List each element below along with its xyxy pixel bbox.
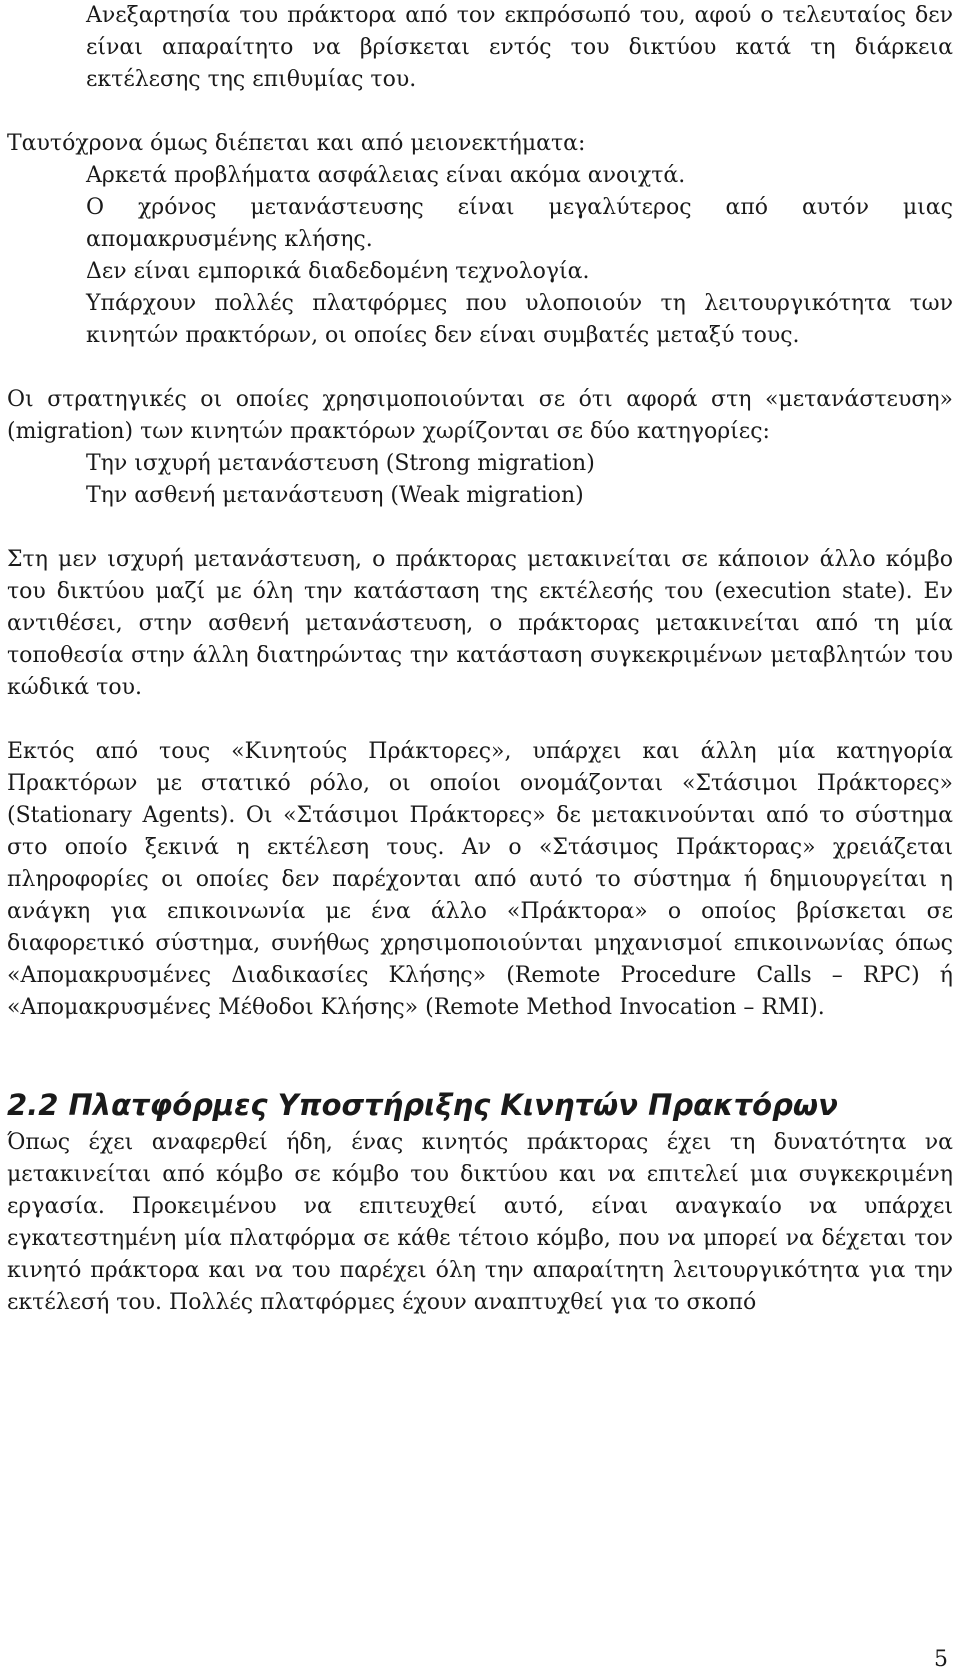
document-page bbox=[7, 0, 953, 1319]
migration-item-weak: Την ασθενή μετανάστευση (Weak migration) bbox=[86, 483, 584, 508]
section-paragraph: Όπως έχει αναφερθεί ήδη, ένας κινητός πράκτορας έχει τη δυνατότητα να μετακινείται από κόμβο σε κόμβο του δικτύου και να επιτελεί μια συγκεκριμένη εργασία. Προκειμένου να επιτευχθεί αυτό, είναι αναγκαίο να υπάρχει εγκατεστημένη μία πλατφόρμα σε κάθε τέτοιο κόμβο, που να μπορεί να δέχεται τον κινητό πράκτορα και να του παρέχει όλη την απαραίτητη λειτουργικότητα για την εκτέλεσή του. Πολλές πλατφόρμες έχουν αναπτυχθεί για το σκοπό bbox=[7, 1130, 953, 1315]
paragraph-strong-weak-migration: Στη μεν ισχυρή μετανάστευση, ο πράκτορας μετακινείται σε κάποιον άλλο κόμβο του δικτύου μαζί με όλη την κατάσταση της εκτέλεσής του (execution state). Εν αντιθέσει, στην ασθενή μετανάστευση, ο πράκτορας μετακινείται από τη μία τοποθεσία στην άλλη διατηρώντας την κατάσταση συγκεκριμένων μεταβλητών του κώδικά του. bbox=[7, 547, 953, 700]
disadvantage-item-migration-time: Ο χρόνος μετανάστευσης είναι μεγαλύτερος από αυτόν μιας απομακρυσμένης κλήσης. bbox=[86, 195, 953, 252]
migration-item-strong: Την ισχυρή μετανάστευση (Strong migration) bbox=[86, 451, 595, 476]
disadvantage-item-not-commercial: Δεν είναι εμπορικά διαδεδομένη τεχνολογία. bbox=[86, 259, 590, 284]
disadvantage-item-security: Αρκετά προβλήματα ασφάλειας είναι ακόμα ανοιχτά. bbox=[86, 163, 686, 188]
intro-item-independence: Ανεξαρτησία του πράκτορα από τον εκπρόσωπό του, αφού ο τελευταίος δεν είναι απαραίτητο να βρίσκεται εντός του δικτύου κατά τη διάρκεια εκτέλεσης της επιθυμίας του. bbox=[86, 3, 953, 92]
migration-intro: Οι στρατηγικές οι οποίες χρησιμοποιούνται σε ότι αφορά στη «μετανάστευση» (migration) των κινητών πρακτόρων χωρίζονται σε δύο κατηγορίες: bbox=[7, 387, 953, 444]
disadvantage-item-incompatible-platforms: Υπάρχουν πολλές πλατφόρμες που υλοποιούν τη λειτουργικότητα των κινητών πρακτόρων, οι οποίες δεν είναι συμβατές μεταξύ τους. bbox=[86, 291, 953, 348]
paragraph-stationary-agents: Εκτός από τους «Κινητούς Πράκτορες», υπάρχει και άλλη μία κατηγορία Πρακτόρων με στατικό ρόλο, οι οποίοι ονομάζονται «Στάσιμοι Πράκτορες» (Stationary Agents). Οι «Στάσιμοι Πράκτορες» δε μετακινούνται από το σύστημα στο οποίο ξεκινά η εκτέλεση τους. Αν ο «Στάσιμος Πράκτορας» χρειάζεται πληροφορίες οι οποίες δεν παρέχονται από αυτό το σύστημα ή δημιουργείται η ανάγκη για επικοινωνία με ένα άλλο «Πράκτορα» ο οποίος βρίσκεται σε διαφορετικό σύστημα, συνήθως χρησιμοποιούνται μηχανισμοί επικοινωνίας όπως «Απομακρυσμένες Διαδικασίες Κλήσης» (Remote Procedure Calls – RPC) ή «Απομακρυσμένες Μέθοδοι Κλήσης» (Remote Method Invocation – RMI). bbox=[7, 739, 953, 1020]
section-heading: 2.2 Πλατφόρμες Υποστήριξης Κινητών Πρακτόρων bbox=[7, 1088, 838, 1122]
page-number: 5 bbox=[934, 1647, 948, 1672]
disadvantages-intro: Ταυτόχρονα όμως διέπεται και από μειονεκτήματα: bbox=[7, 131, 586, 156]
